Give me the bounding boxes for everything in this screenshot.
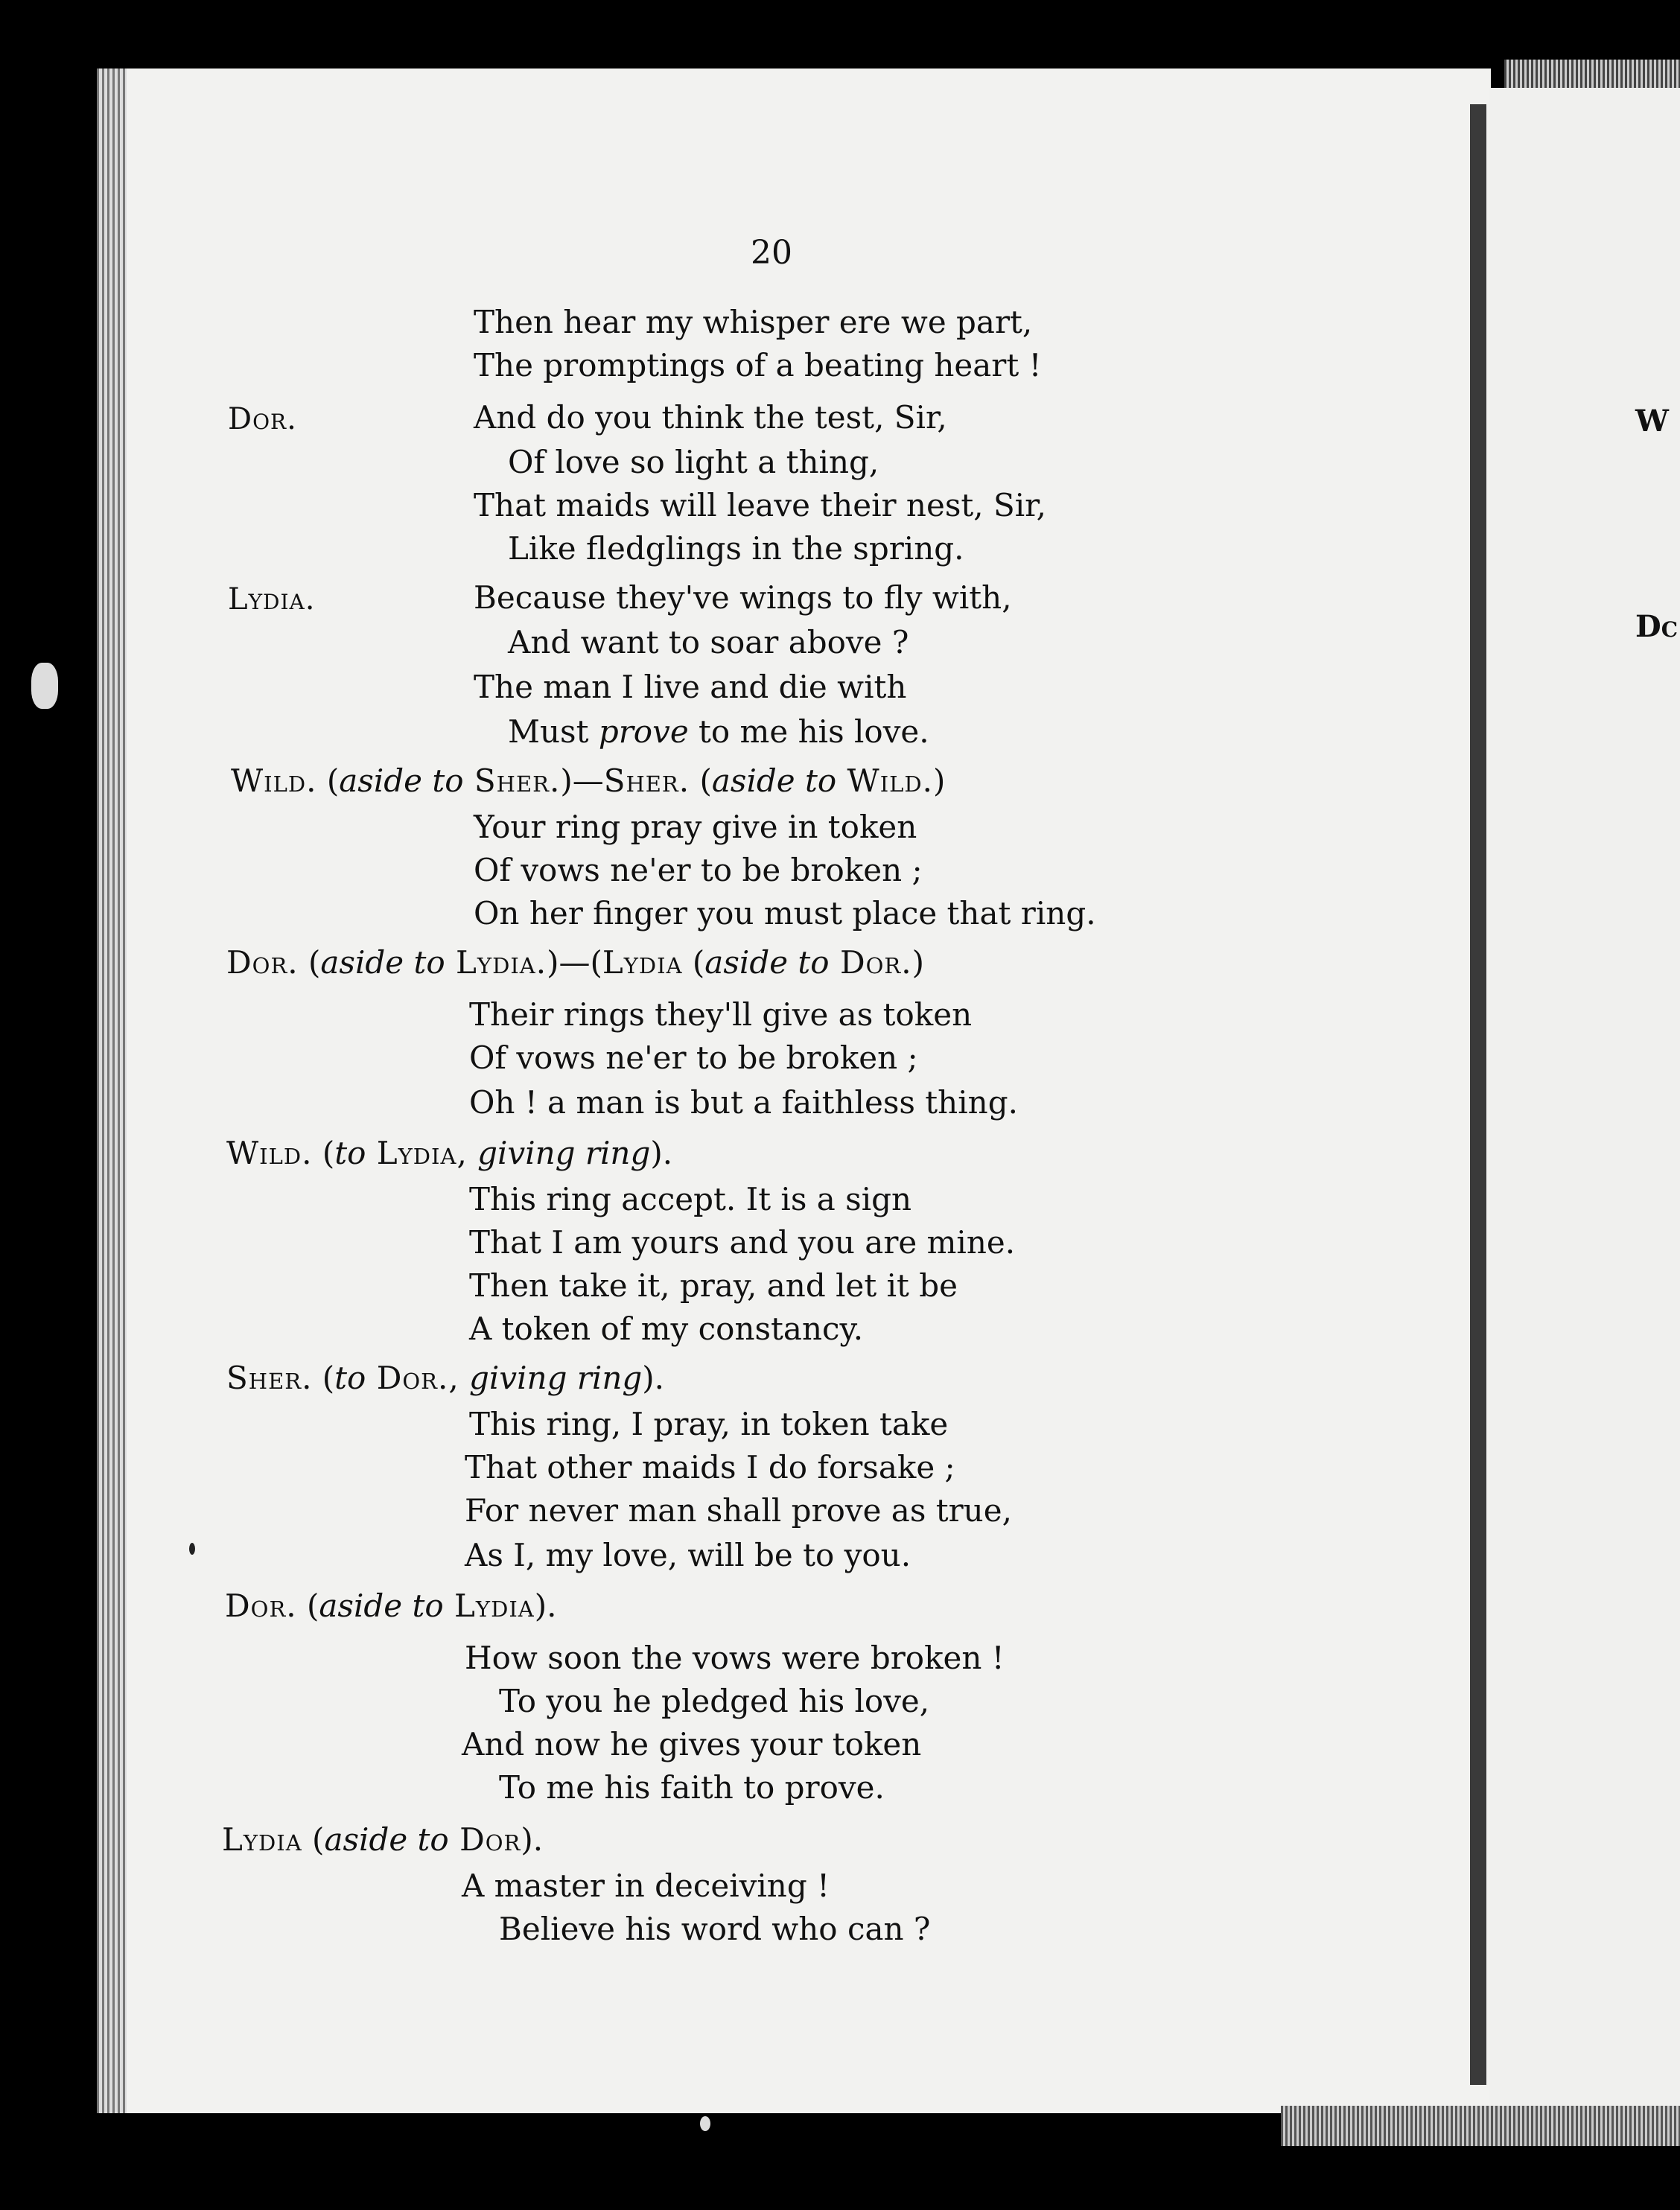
- verse-line: That maids will leave their nest, Sir,: [474, 487, 1046, 523]
- verse-line: Your ring pray give in token: [474, 809, 917, 845]
- verse-line: Believe his word who can ?: [499, 1911, 931, 1947]
- verse-line: Like fledglings in the spring.: [508, 530, 964, 567]
- verse-line: Of vows ne'er to be broken ;: [469, 1039, 918, 1076]
- verse-line: And do you think the test, Sir,: [474, 399, 947, 436]
- scan-speck: [189, 1543, 195, 1555]
- stage-direction: Dor. (aside to Lydia).: [225, 1588, 557, 1624]
- stage-direction: Lydia (aside to Dor).: [222, 1821, 544, 1858]
- verse-line: Must prove to me his love.: [508, 713, 929, 750]
- verse-line: This ring accept. It is a sign: [469, 1181, 912, 1217]
- stage-direction: Wild. (to Lydia, giving ring).: [226, 1135, 673, 1171]
- right-page: [1489, 88, 1680, 2106]
- speaker-label: Dor.: [228, 402, 297, 436]
- scan-speck: [700, 2116, 710, 2131]
- verse-line: On her finger you must place that ring.: [474, 895, 1096, 932]
- verse-line: And now he gives your token: [462, 1726, 922, 1762]
- verse-line: And want to soar above ?: [508, 624, 909, 660]
- verse-line: The promptings of a beating heart !: [474, 347, 1042, 383]
- verse-line: Of vows ne'er to be broken ;: [474, 852, 923, 888]
- verse-line: For never man shall prove as true,: [465, 1492, 1012, 1529]
- right-page-speaker-fragment: W: [1635, 404, 1669, 439]
- page-edges: [97, 69, 127, 2113]
- page-number: 20: [751, 234, 792, 272]
- right-page-speaker-fragment: Dc: [1635, 609, 1678, 644]
- book-spine: [1470, 104, 1486, 2085]
- verse-line: This ring, I pray, in token take: [469, 1406, 949, 1442]
- scan-speck: [31, 663, 58, 709]
- verse-line: How soon the vows were broken !: [465, 1640, 1005, 1676]
- verse-line: Their rings they'll give as token: [469, 996, 973, 1033]
- right-page-edge-bottom: [1281, 2106, 1680, 2146]
- verse-line: Of love so light a thing,: [508, 444, 879, 480]
- verse-line: Because they've wings to fly with,: [474, 579, 1012, 616]
- stage-direction: Wild. (aside to Sher.)—Sher. (aside to Wild.): [231, 762, 946, 799]
- speaker-label: Lydia.: [228, 582, 316, 617]
- verse-line: To me his faith to prove.: [499, 1769, 885, 1806]
- verse-line: Then take it, pray, and let it be: [469, 1267, 958, 1304]
- verse-line: Oh ! a man is but a faithless thing.: [469, 1084, 1018, 1121]
- verse-line: That other maids I do forsake ;: [465, 1449, 955, 1485]
- stage-direction: Dor. (aside to Lydia.)—(Lydia (aside to Dor.): [226, 944, 924, 981]
- verse-line: The man I live and die with: [474, 669, 907, 705]
- verse-line: As I, my love, will be to you.: [465, 1537, 911, 1573]
- verse-line: That I am yours and you are mine.: [469, 1224, 1016, 1261]
- verse-line: Then hear my whisper ere we part,: [474, 304, 1033, 340]
- verse-line: To you he pledged his love,: [499, 1683, 930, 1719]
- verse-line: A master in deceiving !: [462, 1867, 830, 1904]
- verse-line: A token of my constancy.: [469, 1311, 864, 1347]
- stage-direction: Sher. (to Dor., giving ring).: [226, 1360, 665, 1396]
